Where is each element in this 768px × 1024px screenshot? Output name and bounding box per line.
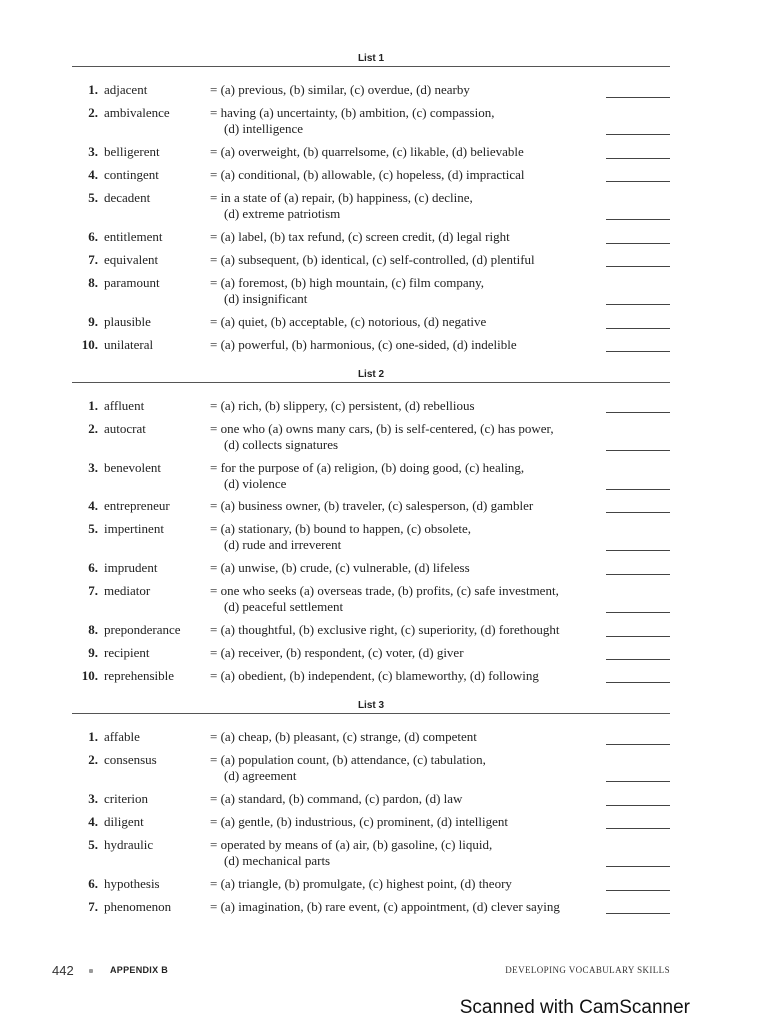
answer-blank[interactable] [606, 489, 670, 490]
definition [210, 729, 605, 745]
definition-line: (d) rude and irreverent [224, 537, 342, 552]
definition [210, 229, 605, 245]
list-3-heading: List 3 [357, 700, 385, 711]
list-2-item-10 [0, 668, 768, 688]
definition [210, 421, 605, 453]
definition-line: = (a) triangle, (b) promulgate, (c) highest point, (d) theory [210, 876, 512, 891]
list-1-rule [72, 66, 670, 67]
list-2-item-7 [0, 583, 768, 614]
definition-line: = having (a) uncertainty, (b) ambition, (c) compassion, [210, 105, 495, 120]
vocab-word: entrepreneur [104, 498, 170, 513]
definition [210, 105, 605, 137]
list-3-item-6 [0, 876, 768, 896]
item-number: 8. [88, 622, 98, 637]
list-3-item-3 [0, 791, 768, 811]
vocab-word: consensus [104, 752, 157, 767]
vocab-word: belligerent [104, 144, 160, 159]
list-2-item-3 [0, 460, 768, 491]
list-2-item-1 [0, 398, 768, 418]
list-2-item-9 [0, 645, 768, 665]
item-number: 9. [88, 645, 98, 660]
definition-line: = (a) powerful, (b) harmonious, (c) one-sided, (d) indelible [210, 337, 517, 352]
answer-blank[interactable] [606, 266, 670, 267]
answer-blank[interactable] [606, 304, 670, 305]
definition-line: = (a) overweight, (b) quarrelsome, (c) likable, (d) believable [210, 144, 524, 159]
list-2-item-4 [0, 498, 768, 518]
list-2-item-2 [0, 421, 768, 452]
definition [210, 560, 605, 576]
definition-line: (d) collects signatures [224, 437, 339, 452]
definition-line: = (a) receiver, (b) respondent, (c) voter, (d) giver [210, 645, 464, 660]
item-number: 6. [88, 560, 98, 575]
answer-blank[interactable] [606, 219, 670, 220]
definition [210, 668, 605, 684]
list-2-item-6 [0, 560, 768, 580]
definition [210, 521, 605, 553]
list-1-item-3 [0, 144, 768, 164]
list-2-item-8 [0, 622, 768, 642]
item-number: 1. [88, 82, 98, 97]
definition-line: = one who seeks (a) overseas trade, (b) profits, (c) safe investment, [210, 583, 559, 598]
item-number: 8. [88, 275, 98, 290]
definition-line: = (a) imagination, (b) rare event, (c) appointment, (d) clever saying [210, 899, 560, 914]
definition [210, 337, 605, 353]
list-1-item-10 [0, 337, 768, 357]
definition-line: = (a) thoughtful, (b) exclusive right, (c) superiority, (d) forethought [210, 622, 560, 637]
definition-line: (d) extreme patriotism [224, 206, 341, 221]
definition-line: = in a state of (a) repair, (b) happiness, (c) decline, [210, 190, 473, 205]
definition-line: = (a) gentle, (b) industrious, (c) prominent, (d) intelligent [210, 814, 508, 829]
list-3-item-4 [0, 814, 768, 834]
item-number: 9. [88, 314, 98, 329]
vocab-word: decadent [104, 190, 151, 205]
page-footer [0, 963, 768, 979]
definition-line: = operated by means of (a) air, (b) gasoline, (c) liquid, [210, 837, 493, 852]
definition-line: = (a) rich, (b) slippery, (c) persistent, (d) rebellious [210, 398, 475, 413]
list-1-item-2 [0, 105, 768, 136]
item-number: 5. [88, 190, 98, 205]
answer-blank[interactable] [606, 682, 670, 683]
definition [210, 190, 605, 222]
item-number: 10. [81, 337, 98, 352]
definition-line: = (a) cheap, (b) pleasant, (c) strange, (d) competent [210, 729, 477, 744]
vocab-word: mediator [104, 583, 151, 598]
vocab-word: contingent [104, 167, 159, 182]
list-3-item-5 [0, 837, 768, 868]
answer-blank[interactable] [606, 134, 670, 135]
answer-blank[interactable] [606, 744, 670, 745]
answer-blank[interactable] [606, 550, 670, 551]
definition-line: (d) peaceful settlement [224, 599, 344, 614]
definition-line: = (a) label, (b) tax refund, (c) screen credit, (d) legal right [210, 229, 510, 244]
list-3-item-1 [0, 729, 768, 749]
definition [210, 752, 605, 784]
answer-blank[interactable] [606, 450, 670, 451]
appendix-label: APPENDIX B [110, 965, 169, 975]
definition [210, 82, 605, 98]
answer-blank[interactable] [606, 328, 670, 329]
vocab-word: benevolent [104, 460, 162, 475]
vocab-word: paramount [104, 275, 160, 290]
item-number: 1. [88, 729, 98, 744]
vocab-word: equivalent [104, 252, 159, 267]
definition-line: = (a) previous, (b) similar, (c) overdue, (d) nearby [210, 82, 470, 97]
vocab-word: plausible [104, 314, 151, 329]
list-2-rule [72, 382, 670, 383]
item-number: 10. [81, 668, 98, 683]
vocab-word: affluent [104, 398, 145, 413]
definition [210, 498, 605, 514]
definition [210, 876, 605, 892]
definition [210, 398, 605, 414]
answer-blank[interactable] [606, 158, 670, 159]
definition-line: = (a) business owner, (b) traveler, (c) salesperson, (d) gambler [210, 498, 534, 513]
definition [210, 899, 605, 915]
item-number: 7. [88, 899, 98, 914]
vocab-word: ambivalence [104, 105, 170, 120]
answer-blank[interactable] [606, 97, 670, 98]
list-1-item-8 [0, 275, 768, 306]
vocab-word: recipient [104, 645, 150, 660]
definition [210, 275, 605, 307]
list-1-item-1 [0, 82, 768, 102]
vocab-word: imprudent [104, 560, 158, 575]
vocab-word: criterion [104, 791, 149, 806]
vocab-word: reprehensible [104, 668, 175, 683]
definition-line: (d) mechanical parts [224, 853, 331, 868]
item-number: 4. [88, 814, 98, 829]
item-number: 1. [88, 398, 98, 413]
answer-blank[interactable] [606, 351, 670, 352]
list-2-item-5 [0, 521, 768, 552]
list-2-heading: List 2 [357, 369, 385, 380]
item-number: 2. [88, 421, 98, 436]
definition-line: = one who (a) owns many cars, (b) is self-centered, (c) has power, [210, 421, 554, 436]
page-number: 442 [52, 963, 74, 978]
definition-line: = (a) conditional, (b) allowable, (c) hopeless, (d) impractical [210, 167, 525, 182]
answer-blank[interactable] [606, 781, 670, 782]
definition [210, 314, 605, 330]
item-number: 3. [88, 144, 98, 159]
answer-blank[interactable] [606, 412, 670, 413]
item-number: 5. [88, 837, 98, 852]
running-head: DEVELOPING VOCABULARY SKILLS [505, 965, 670, 975]
definition [210, 167, 605, 183]
item-number: 2. [88, 752, 98, 767]
definition [210, 622, 605, 638]
list-1-item-9 [0, 314, 768, 334]
item-number: 7. [88, 252, 98, 267]
list-1-item-5 [0, 190, 768, 221]
definition [210, 144, 605, 160]
scanner-watermark: Scanned with CamScanner [459, 997, 690, 1018]
definition-line: = (a) obedient, (b) independent, (c) blameworthy, (d) following [210, 668, 539, 683]
item-number: 6. [88, 229, 98, 244]
list-3-item-2 [0, 752, 768, 783]
square-bullet-icon [89, 969, 93, 973]
vocab-word: hypothesis [104, 876, 160, 891]
definition-line: = (a) unwise, (b) crude, (c) vulnerable, (d) lifeless [210, 560, 470, 575]
definition-line: (d) insignificant [224, 291, 308, 306]
answer-blank[interactable] [606, 181, 670, 182]
item-number: 2. [88, 105, 98, 120]
definition-line: = (a) population count, (b) attendance, (c) tabulation, [210, 752, 486, 767]
list-3-item-7 [0, 899, 768, 919]
vocab-word: impertinent [104, 521, 164, 536]
answer-blank[interactable] [606, 913, 670, 914]
definition-line: (d) intelligence [224, 121, 304, 136]
item-number: 5. [88, 521, 98, 536]
item-number: 4. [88, 498, 98, 513]
definition-line: = (a) quiet, (b) acceptable, (c) notorious, (d) negative [210, 314, 487, 329]
list-3-rule [72, 713, 670, 714]
vocab-word: hydraulic [104, 837, 154, 852]
list-1-heading: List 1 [357, 53, 385, 64]
answer-blank[interactable] [606, 512, 670, 513]
vocab-word: entitlement [104, 229, 163, 244]
vocab-word: autocrat [104, 421, 146, 436]
item-number: 3. [88, 791, 98, 806]
definition [210, 583, 605, 615]
definition-line: = (a) subsequent, (b) identical, (c) self-controlled, (d) plentiful [210, 252, 535, 267]
vocab-word: affable [104, 729, 140, 744]
vocab-word: unilateral [104, 337, 154, 352]
answer-blank[interactable] [606, 659, 670, 660]
answer-blank[interactable] [606, 866, 670, 867]
definition-line: = (a) standard, (b) command, (c) pardon, (d) law [210, 791, 463, 806]
answer-blank[interactable] [606, 805, 670, 806]
item-number: 7. [88, 583, 98, 598]
definition-line: (d) agreement [224, 768, 297, 783]
answer-blank[interactable] [606, 828, 670, 829]
vocab-word: diligent [104, 814, 144, 829]
vocab-word: phenomenon [104, 899, 172, 914]
definition-line: (d) violence [224, 476, 287, 491]
item-number: 4. [88, 167, 98, 182]
vocab-word: adjacent [104, 82, 148, 97]
definition [210, 791, 605, 807]
answer-blank[interactable] [606, 636, 670, 637]
answer-blank[interactable] [606, 574, 670, 575]
answer-blank[interactable] [606, 612, 670, 613]
item-number: 3. [88, 460, 98, 475]
vocab-word: preponderance [104, 622, 181, 637]
definition-line: = (a) stationary, (b) bound to happen, (c) obsolete, [210, 521, 471, 536]
list-1-item-4 [0, 167, 768, 187]
definition [210, 814, 605, 830]
definition-line: = (a) foremost, (b) high mountain, (c) film company, [210, 275, 484, 290]
definition [210, 645, 605, 661]
definition [210, 837, 605, 869]
definition [210, 460, 605, 492]
definition [210, 252, 605, 268]
list-1-item-7 [0, 252, 768, 272]
definition-line: = for the purpose of (a) religion, (b) doing good, (c) healing, [210, 460, 525, 475]
item-number: 6. [88, 876, 98, 891]
answer-blank[interactable] [606, 890, 670, 891]
list-1-item-6 [0, 229, 768, 249]
answer-blank[interactable] [606, 243, 670, 244]
